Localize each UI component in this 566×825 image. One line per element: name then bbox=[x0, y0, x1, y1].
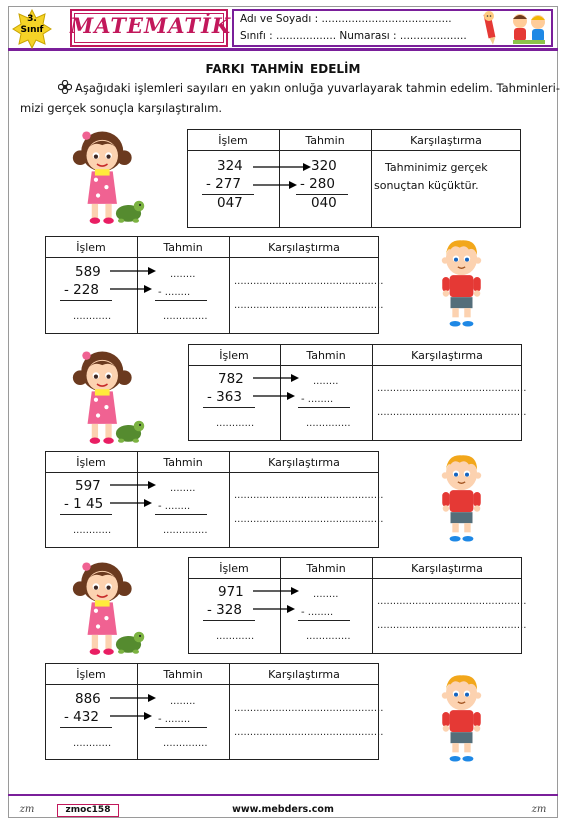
flower-bullet-icon bbox=[58, 80, 72, 94]
estimate-top-blank[interactable]: ........ bbox=[170, 696, 196, 707]
comparison-blank-1[interactable]: ............................................... bbox=[377, 383, 527, 394]
column-header-estimate: Tahmin bbox=[306, 349, 346, 362]
example-estimate-top: 320 bbox=[311, 158, 337, 174]
girl-illustration bbox=[70, 553, 145, 658]
comparison-blank-2[interactable]: ............................................... bbox=[234, 727, 384, 738]
student-class-field[interactable]: Sınıfı : .................. Numarası : .................... bbox=[240, 30, 467, 42]
column-header-operation: İşlem bbox=[219, 349, 249, 362]
pencil-icon bbox=[479, 10, 499, 46]
zm-logo-right: zm bbox=[531, 804, 547, 815]
exercise-arrows bbox=[251, 585, 315, 625]
estimate-result-blank[interactable]: .............. bbox=[163, 525, 208, 536]
column-header-comparison: Karşılaştırma bbox=[411, 349, 483, 362]
column-header-comparison: Karşılaştırma bbox=[268, 668, 340, 681]
student-name-field[interactable]: Adı ve Soyadı : ....................................... bbox=[240, 13, 452, 25]
estimate-top-blank[interactable]: ........ bbox=[313, 376, 339, 387]
estimate-result-blank[interactable]: .............. bbox=[163, 738, 208, 749]
exercise-minuend: 971 bbox=[218, 584, 244, 600]
exercise-arrows bbox=[108, 479, 172, 519]
comparison-blank-2[interactable]: ............................................... bbox=[377, 620, 527, 631]
exercise-result-blank[interactable]: ............ bbox=[73, 525, 112, 536]
estimate-result-blank[interactable]: .............. bbox=[163, 311, 208, 322]
girl-illustration bbox=[70, 122, 145, 227]
grade-badge bbox=[12, 14, 52, 36]
girl-illustration bbox=[70, 342, 145, 447]
comparison-blank-1[interactable]: ............................................... bbox=[234, 490, 384, 501]
estimate-bottom-blank[interactable]: - ........ bbox=[301, 607, 334, 618]
exercise-subtrahend: - 328 bbox=[207, 602, 242, 618]
exercise-subtrahend: - 1 45 bbox=[64, 496, 104, 512]
comparison-blank-1[interactable]: ............................................... bbox=[377, 596, 527, 607]
footer-divider bbox=[8, 794, 558, 796]
exercise-arrows bbox=[108, 692, 172, 732]
column-header-operation: İşlem bbox=[219, 562, 249, 575]
estimate-top-blank[interactable]: ........ bbox=[313, 589, 339, 600]
grade-number: 3. bbox=[27, 14, 37, 24]
instruction-line-2: mizi gerçek sonuçla karşılaştıralım. bbox=[20, 101, 223, 115]
column-header-comparison: Karşılaştırma bbox=[410, 134, 482, 147]
worksheet-title: FARKI TAHMİN EDELİM bbox=[205, 62, 361, 76]
example-result: 047 bbox=[217, 195, 243, 211]
comparison-blank-2[interactable]: ............................................... bbox=[234, 300, 384, 311]
example-estimate-bottom: - 280 bbox=[300, 176, 335, 192]
exercise-result-blank[interactable]: ............ bbox=[216, 631, 255, 642]
column-header-comparison: Karşılaştırma bbox=[411, 562, 483, 575]
column-header-comparison: Karşılaştırma bbox=[268, 456, 340, 469]
estimate-bottom-blank[interactable]: - ........ bbox=[158, 501, 191, 512]
column-header-operation: İşlem bbox=[76, 241, 106, 254]
comparison-blank-1[interactable]: ............................................... bbox=[234, 703, 384, 714]
column-header-operation: İşlem bbox=[218, 134, 248, 147]
exercise-arrows bbox=[251, 372, 315, 412]
boy-illustration bbox=[434, 230, 489, 335]
example-estimate-result: 040 bbox=[311, 195, 337, 211]
exercise-result-blank[interactable]: ............ bbox=[73, 311, 112, 322]
estimate-top-blank[interactable]: ........ bbox=[170, 269, 196, 280]
column-header-comparison: Karşılaştırma bbox=[268, 241, 340, 254]
exercise-subtrahend: - 432 bbox=[64, 709, 99, 725]
example-minuend: 324 bbox=[217, 158, 243, 174]
exercise-minuend: 886 bbox=[75, 691, 101, 707]
website-link[interactable]: www.mebders.com bbox=[232, 804, 334, 815]
boy-illustration bbox=[434, 665, 489, 770]
estimate-top-blank[interactable]: ........ bbox=[170, 483, 196, 494]
header-divider bbox=[8, 48, 558, 51]
column-header-estimate: Tahmin bbox=[163, 456, 203, 469]
exercise-result-blank[interactable]: ............ bbox=[73, 738, 112, 749]
subject-title: MATEMATİK bbox=[70, 13, 232, 38]
exercise-subtrahend: - 363 bbox=[207, 389, 242, 405]
instruction-line-1: Aşağıdaki işlemleri sayıları en yakın onluğa yuvarlayarak tahmin edelim. Tahminleri- bbox=[75, 81, 560, 95]
comparison-blank-2[interactable]: ............................................... bbox=[234, 514, 384, 525]
exercise-minuend: 782 bbox=[218, 371, 244, 387]
exercise-subtrahend: - 228 bbox=[64, 282, 99, 298]
estimate-result-blank[interactable]: .............. bbox=[306, 631, 351, 642]
column-header-operation: İşlem bbox=[76, 456, 106, 469]
exercise-minuend: 589 bbox=[75, 264, 101, 280]
comparison-blank-1[interactable]: ............................................... bbox=[234, 276, 384, 287]
worksheet-code: zmoc158 bbox=[57, 804, 119, 817]
comparison-blank-2[interactable]: ............................................... bbox=[377, 407, 527, 418]
estimate-bottom-blank[interactable]: - ........ bbox=[158, 287, 191, 298]
exercise-arrows bbox=[108, 265, 172, 305]
column-header-operation: İşlem bbox=[76, 668, 106, 681]
column-header-estimate: Tahmin bbox=[306, 562, 346, 575]
exercise-result-blank[interactable]: ............ bbox=[216, 418, 255, 429]
example-comparison-line-2: sonuçtan küçüktür. bbox=[374, 179, 479, 192]
estimate-bottom-blank[interactable]: - ........ bbox=[301, 394, 334, 405]
example-comparison-line-1: Tahminimiz gerçek bbox=[385, 161, 488, 174]
kids-icon bbox=[507, 10, 551, 46]
estimate-result-blank[interactable]: .............. bbox=[306, 418, 351, 429]
boy-illustration bbox=[434, 445, 489, 550]
zm-logo-left: zm bbox=[19, 804, 35, 815]
example-subtrahend: - 277 bbox=[206, 176, 241, 192]
column-header-estimate: Tahmin bbox=[163, 241, 203, 254]
grade-word: Sınıf bbox=[20, 25, 44, 35]
estimate-bottom-blank[interactable]: - ........ bbox=[158, 714, 191, 725]
column-header-estimate: Tahmin bbox=[163, 668, 203, 681]
exercise-minuend: 597 bbox=[75, 478, 101, 494]
column-header-estimate: Tahmin bbox=[305, 134, 345, 147]
